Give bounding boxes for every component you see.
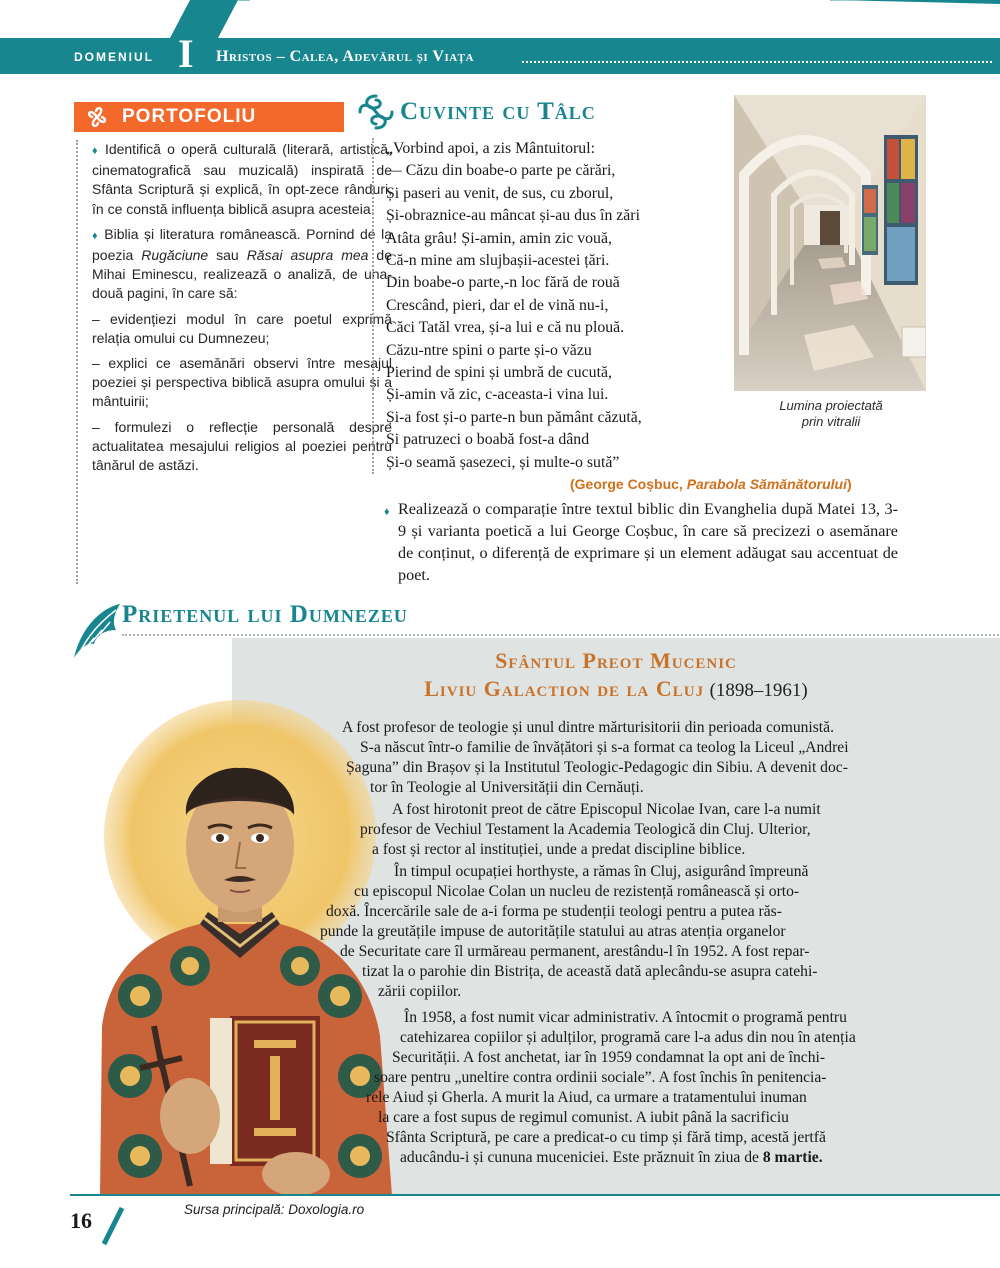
portofoliu-item-2: ♦ Biblia și literatura românească. Pornind de la poezia Rugăciune sau Răsai asupra mea de Mihai Eminescu, realizează o analiză, de una-două pagini, în care să: bbox=[92, 225, 392, 302]
biography-line: A fost profesor de teologie și unul dintre mărturisitorii din perioada comunistă. bbox=[342, 719, 834, 736]
biography-line: la care a fost supus de regimul comunist. A iubit până la sacrificiu bbox=[378, 1109, 789, 1126]
footer-slash-decoration bbox=[96, 1206, 126, 1246]
biography-line: soare pentru „uneltire contra ordinii sociale”. A fost închis în penitencia- bbox=[374, 1069, 827, 1086]
biography-line: S-a născut într-o familie de învățători și s-a format ca teolog la Liceul „Andrei bbox=[360, 739, 849, 756]
source-note: Sursa principală: Doxologia.ro bbox=[184, 1202, 365, 1217]
biography-line: a fost și rector al instituției, unde a predat discipline biblice. bbox=[372, 841, 746, 858]
poem bbox=[372, 138, 734, 474]
biography-line: tor în Teologie al Universității din Cernăuți. bbox=[370, 779, 644, 796]
portofoliu-subitem-2: – explici ce asemănări observi între mesajul poeziei și perspectiva biblică asupra omului și a mântuirii; bbox=[92, 355, 392, 410]
biography-line: tizat la o parohie din Bistrița, de această dată aplecându-se asupra catehi- bbox=[362, 963, 818, 980]
biography-line: catehizarea copiilor și adulților, programă care l-a adus din nou în atenția bbox=[400, 1029, 856, 1046]
page-header bbox=[0, 0, 1000, 74]
portofoliu-body bbox=[76, 140, 392, 584]
comparison-task: ♦ Realizează o comparație între textul biblic din Evanghelia după Matei 13, 3-9 și varianta poetică a lui George Coșbuc, în care să precizezi o asemănare de conținut, o diferență de exprimare și un element adăugat sau accentuat de poet. bbox=[384, 500, 898, 584]
biography-line: profesor de Vechiul Testament la Academia Teologică din Cluj. Ulterior, bbox=[360, 821, 811, 838]
poem-line: Și paseri au venit, de sus, cu zborul, bbox=[386, 184, 614, 202]
saint-years: (1898–1961) bbox=[709, 680, 808, 701]
poem-line: Și-amin vă zic, c-aceasta-i vina lui. bbox=[386, 386, 609, 404]
cuvinte-title: Cuvinte cu Tâlc bbox=[400, 98, 596, 125]
diamond-bullet-icon: ♦ bbox=[92, 229, 100, 242]
wing-icon bbox=[70, 600, 122, 662]
photo-caption: Lumina proiectată prin vitralii bbox=[779, 398, 883, 429]
domain-number: I bbox=[178, 31, 194, 76]
prieten-dotted-line bbox=[122, 634, 1000, 636]
poem-line: Pierind de spini și umbră de cucută, bbox=[386, 364, 612, 382]
portofoliu-title: PORTOFOLIU bbox=[122, 106, 257, 127]
biography-line: cu episcopul Nicolae Colan un nucleu de rezistență românească și orto- bbox=[354, 883, 800, 900]
biography-line: punde la greutățile impuse de autoritățile statului au atras atenția organelor bbox=[320, 923, 786, 940]
poem-line: Căzu-ntre spini o parte și-o văzu bbox=[386, 341, 592, 359]
portofoliu-heading bbox=[74, 102, 344, 132]
biography-line: A fost hirotonit preot de către Episcopul Nicolae Ivan, care l-a numit bbox=[392, 801, 821, 818]
poem-line: Și patruzeci o boabă fost-a dând bbox=[386, 431, 590, 449]
feast-day: 8 martie. bbox=[762, 1149, 823, 1166]
poem-line: Din boabe-o parte,-n loc fără de rouă bbox=[386, 274, 620, 292]
biography-line: În timpul ocupației horthyste, a rămas în Cluj, asigurând împreună bbox=[394, 863, 809, 880]
biography-line: aducându-i și cununa muceniciei. Este prăznuit în ziua de 8 martie. bbox=[400, 1149, 823, 1166]
domain-title: Hristos – Calea, Adevărul și Viața bbox=[216, 48, 474, 65]
biography-line: de Securitate care îl urmăreau permanent, arestându-l în 1952. A fost repar- bbox=[340, 943, 810, 960]
cuvinte-heading bbox=[356, 92, 596, 132]
poem-line: Și-obraznice-au mâncat și-au dus în zări bbox=[386, 207, 640, 225]
domain-label: DOMENIUL bbox=[74, 50, 154, 64]
biography-line: rele Aiud și Gherla. A murit la Aiud, ca urmare a tratamentului inuman bbox=[366, 1089, 807, 1106]
prieten-title: Prietenul lui Dumnezeu bbox=[122, 601, 408, 628]
saint-name-line-2: Liviu Galaction de la Cluj (1898–1961) bbox=[424, 676, 808, 701]
page-number: 16 bbox=[70, 1208, 92, 1233]
diamond-bullet-icon: ♦ bbox=[384, 506, 390, 518]
biography-line: Sfânta Scriptură, pe care a predicat-o cu timp și fără timp, acestă jertfă bbox=[386, 1129, 826, 1146]
poem-line: Căci Tatăl vrea, și-a lui e că nu plouă. bbox=[386, 319, 625, 337]
diamond-bullet-icon: ♦ bbox=[92, 145, 100, 157]
portofoliu-subitem-1: – evidențiezi modul în care poetul exprimă relația omului cu Dumnezeu; bbox=[92, 310, 392, 346]
portofoliu-item-1: ♦ Identifică o operă culturală (literară, artistică, cinematografică sau muzicală) inspirată de Sfânta Scriptură și explică, în opt-zece rânduri, în ce constă influența biblică asupra acesteia. bbox=[92, 141, 392, 217]
biography-line: zării copiilor. bbox=[378, 983, 462, 1000]
biography-line: În 1958, a fost numit vicar administrativ. A întocmit o programă pentru bbox=[404, 1009, 847, 1026]
header-dotted-line bbox=[522, 61, 992, 63]
flourish-icon bbox=[84, 105, 110, 129]
poem-source: (George Coșbuc, Parabola Sămănătorului) bbox=[570, 476, 852, 492]
portofoliu-subitem-3: – formulezi o reflecție personală despre actualitatea mesajului religios al poeziei pentru tânărul de astăzi. bbox=[92, 418, 392, 474]
poem-line: Crescând, pieri, dar el de vină nu-i, bbox=[386, 296, 609, 314]
saint-name-line-1: Sfântul Preot Mucenic bbox=[495, 648, 737, 673]
footer-rule bbox=[70, 1194, 1000, 1196]
poem-line: Atâta grâu! Și-amin, amin zic vouă, bbox=[386, 229, 612, 247]
poem-line: Și-o seamă șasezeci, și multe-o sută” bbox=[386, 453, 620, 471]
biography-line: Șaguna” din Brașov și la Institutul Teologic-Pedagogic din Sibiu. A devenit doc- bbox=[346, 759, 848, 776]
poem-line: Și-a fost și-o parte-n bun pământ căzută, bbox=[386, 408, 642, 426]
biography-line: Securității. A fost anchetat, iar în 1959 condamnat la opt ani de închi- bbox=[392, 1049, 826, 1066]
ornament-icon bbox=[356, 92, 396, 132]
poem-line: Că-n mine am slujbașii-acestei țări. bbox=[386, 252, 610, 270]
biography-line: doxă. Încercările sale de a-i forma pe studenții teologi pentru a putea răs- bbox=[326, 903, 782, 920]
poem-line: — Căzu din boabe-o parte pe cărări, bbox=[386, 162, 616, 180]
poem-line: „Vorbind apoi, a zis Mântuitorul: bbox=[386, 140, 595, 157]
corridor-photo bbox=[734, 95, 926, 391]
